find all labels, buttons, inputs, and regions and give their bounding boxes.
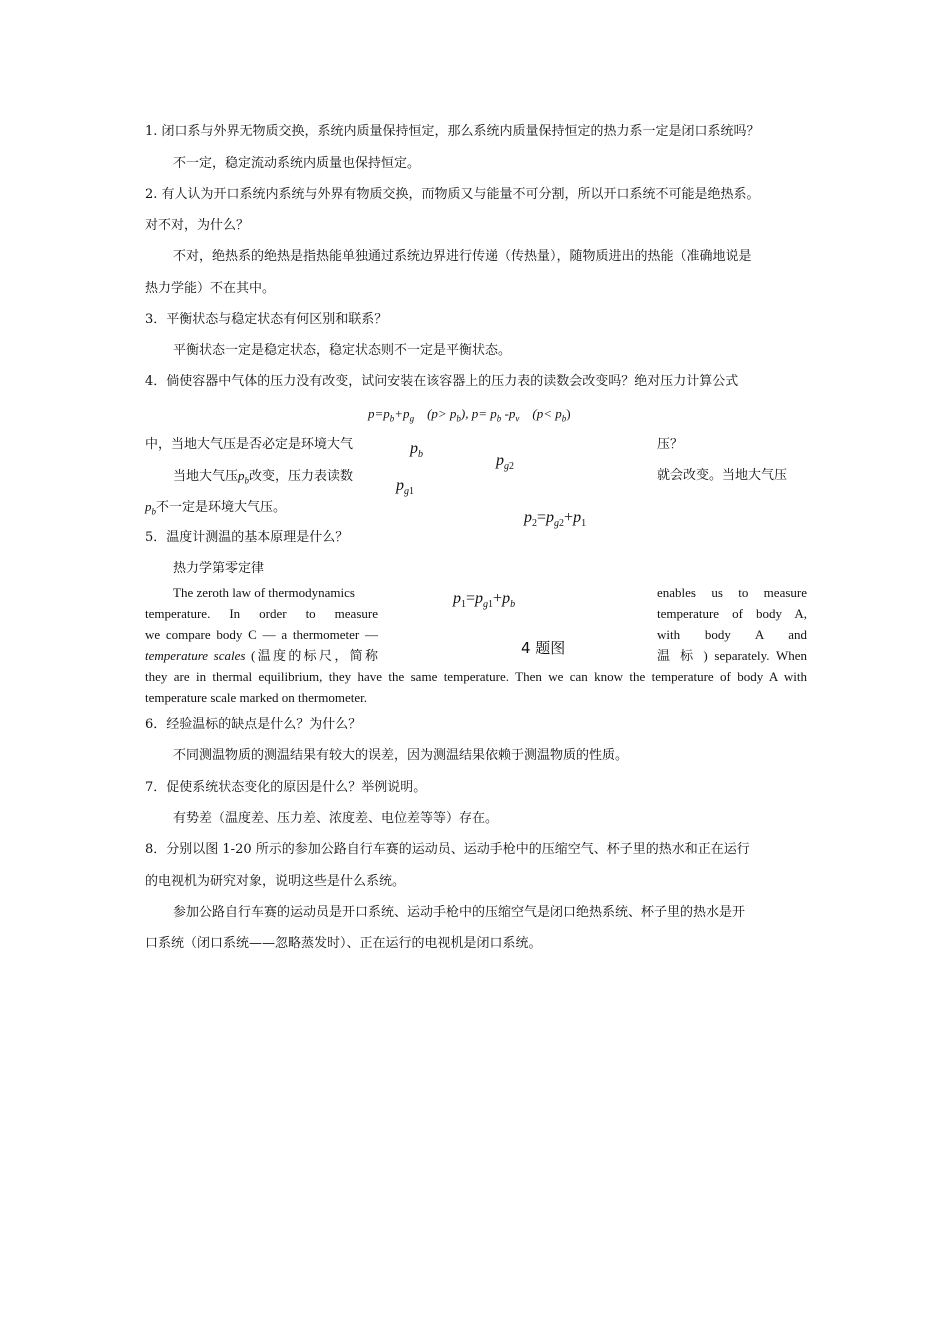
q4-line-right: 压？: [657, 437, 684, 452]
fig-label-pb: $p_b$: [410, 440, 423, 461]
q5-right-line: enables us to measure: [657, 585, 807, 600]
q6-question: 6．经验温标的缺点是什么？为什么？: [145, 717, 362, 732]
q2-question-line1: 2. 有人认为开口系统内系统与外界有物质交换，而物质又与能量不可分割，所以开口系统不可能是绝热系。: [145, 187, 760, 202]
q6-answer: 不同测温物质的测温结果有较大的误差，因为测温结果依赖于测温物质的性质。: [173, 748, 629, 763]
q5-question: 5．温度计测温的基本原理是什么？: [145, 530, 349, 545]
q5-left-column: [145, 582, 378, 666]
q4-question: 4．倘使容器中气体的压力没有改变，试问安装在该容器上的压力表的读数会改变吗？绝对压力计算公式: [145, 374, 739, 389]
q2-answer-line2: 热力学能）不在其中。: [145, 281, 276, 296]
fig-label-pg1: $p_{g1}$: [396, 477, 414, 498]
q3-answer: 平衡状态一定是稳定状态，稳定状态则不一定是平衡状态。: [173, 343, 512, 358]
q4-answer-right: 就会改变。当地大气压: [657, 468, 788, 483]
q3-question: 3．平衡状态与稳定状态有何区别和联系？: [145, 312, 388, 327]
q7-question: 7．促使系统状态变化的原因是什么？举例说明。: [145, 780, 427, 795]
q5-left-line: we compare body C — a thermometer —: [145, 627, 378, 642]
q5-right-line: temperature of body A,: [657, 606, 807, 621]
q2-answer-line1: 不对，绝热系的绝热是指热能单独通过系统边界进行传递（传热量），随物质进出的热能（准确地说是: [173, 249, 752, 264]
fig-eq1: $p_1=p_{g1}+p_b$: [453, 590, 516, 611]
q8-question-line1: 8．分别以图 1-20 所示的参加公路自行车赛的运动员、运动手枪中的压缩空气、杯子里的热水和正在运行: [145, 842, 750, 857]
q5-right-column: [657, 582, 807, 666]
q1-answer: 不一定，稳定流动系统内质量也保持恒定。: [173, 156, 421, 171]
q2-question-line2: 对不对，为什么？: [145, 218, 250, 233]
fig-eq2: $p_2=p_{g2}+p_1$: [524, 509, 587, 530]
q8-answer-line2: 口系统（闭口系统——忽略蒸发时）、正在运行的电视机是闭口系统。: [145, 936, 542, 951]
q5-left-line: The zeroth law of thermodynamics: [173, 585, 355, 600]
q4-line-left: 中，当地大气压是否必定是环境大气: [145, 437, 354, 452]
q8-question-line2: 的电视机为研究对象，说明这些是什么系统。: [145, 874, 406, 889]
q5-right-line: 温 标 ) separately. When: [657, 648, 807, 663]
q5-full-width: [145, 666, 807, 708]
q8-answer-line1: 参加公路自行车赛的运动员是开口系统、运动手枪中的压缩空气是闭口绝热系统、杯子里的热水是开: [173, 905, 746, 920]
q4-answer-left: 当地大气压$p_b$改变，压力表读数: [173, 468, 354, 486]
q5-left-line: temperature scales (温度的标尺，简称: [145, 648, 378, 663]
q7-answer: 有势差（温度差、压力差、浓度差、电位差等等）存在。: [173, 811, 499, 826]
q5-full-line1: they are in thermal equilibrium, they have the same temperature. Then we can know the temperature of body A with: [145, 669, 807, 684]
q4-answer-line2: $p_b$不一定是环境大气压。: [145, 499, 287, 517]
fig-label-pg2: $p_{g2}$: [496, 452, 514, 473]
q5-right-line: with body A and: [657, 627, 807, 642]
fig-caption: 4 题图: [521, 639, 566, 657]
q5-answer-zh: 热力学第零定律: [173, 561, 265, 576]
q5-full-line2: temperature scale marked on thermometer.: [145, 690, 367, 705]
q1-question: 1. 闭口系与外界无物质交换，系统内质量保持恒定，那么系统内质量保持恒定的热力系一定是闭口系统吗？: [145, 124, 760, 139]
q4-formula: $p=p_b+p_g$ $(p> p_b)$, $p= p_b$ $-p_v$ $(p< p_b)$: [368, 406, 571, 424]
q5-left-line: temperature. In order to measure: [145, 606, 378, 621]
